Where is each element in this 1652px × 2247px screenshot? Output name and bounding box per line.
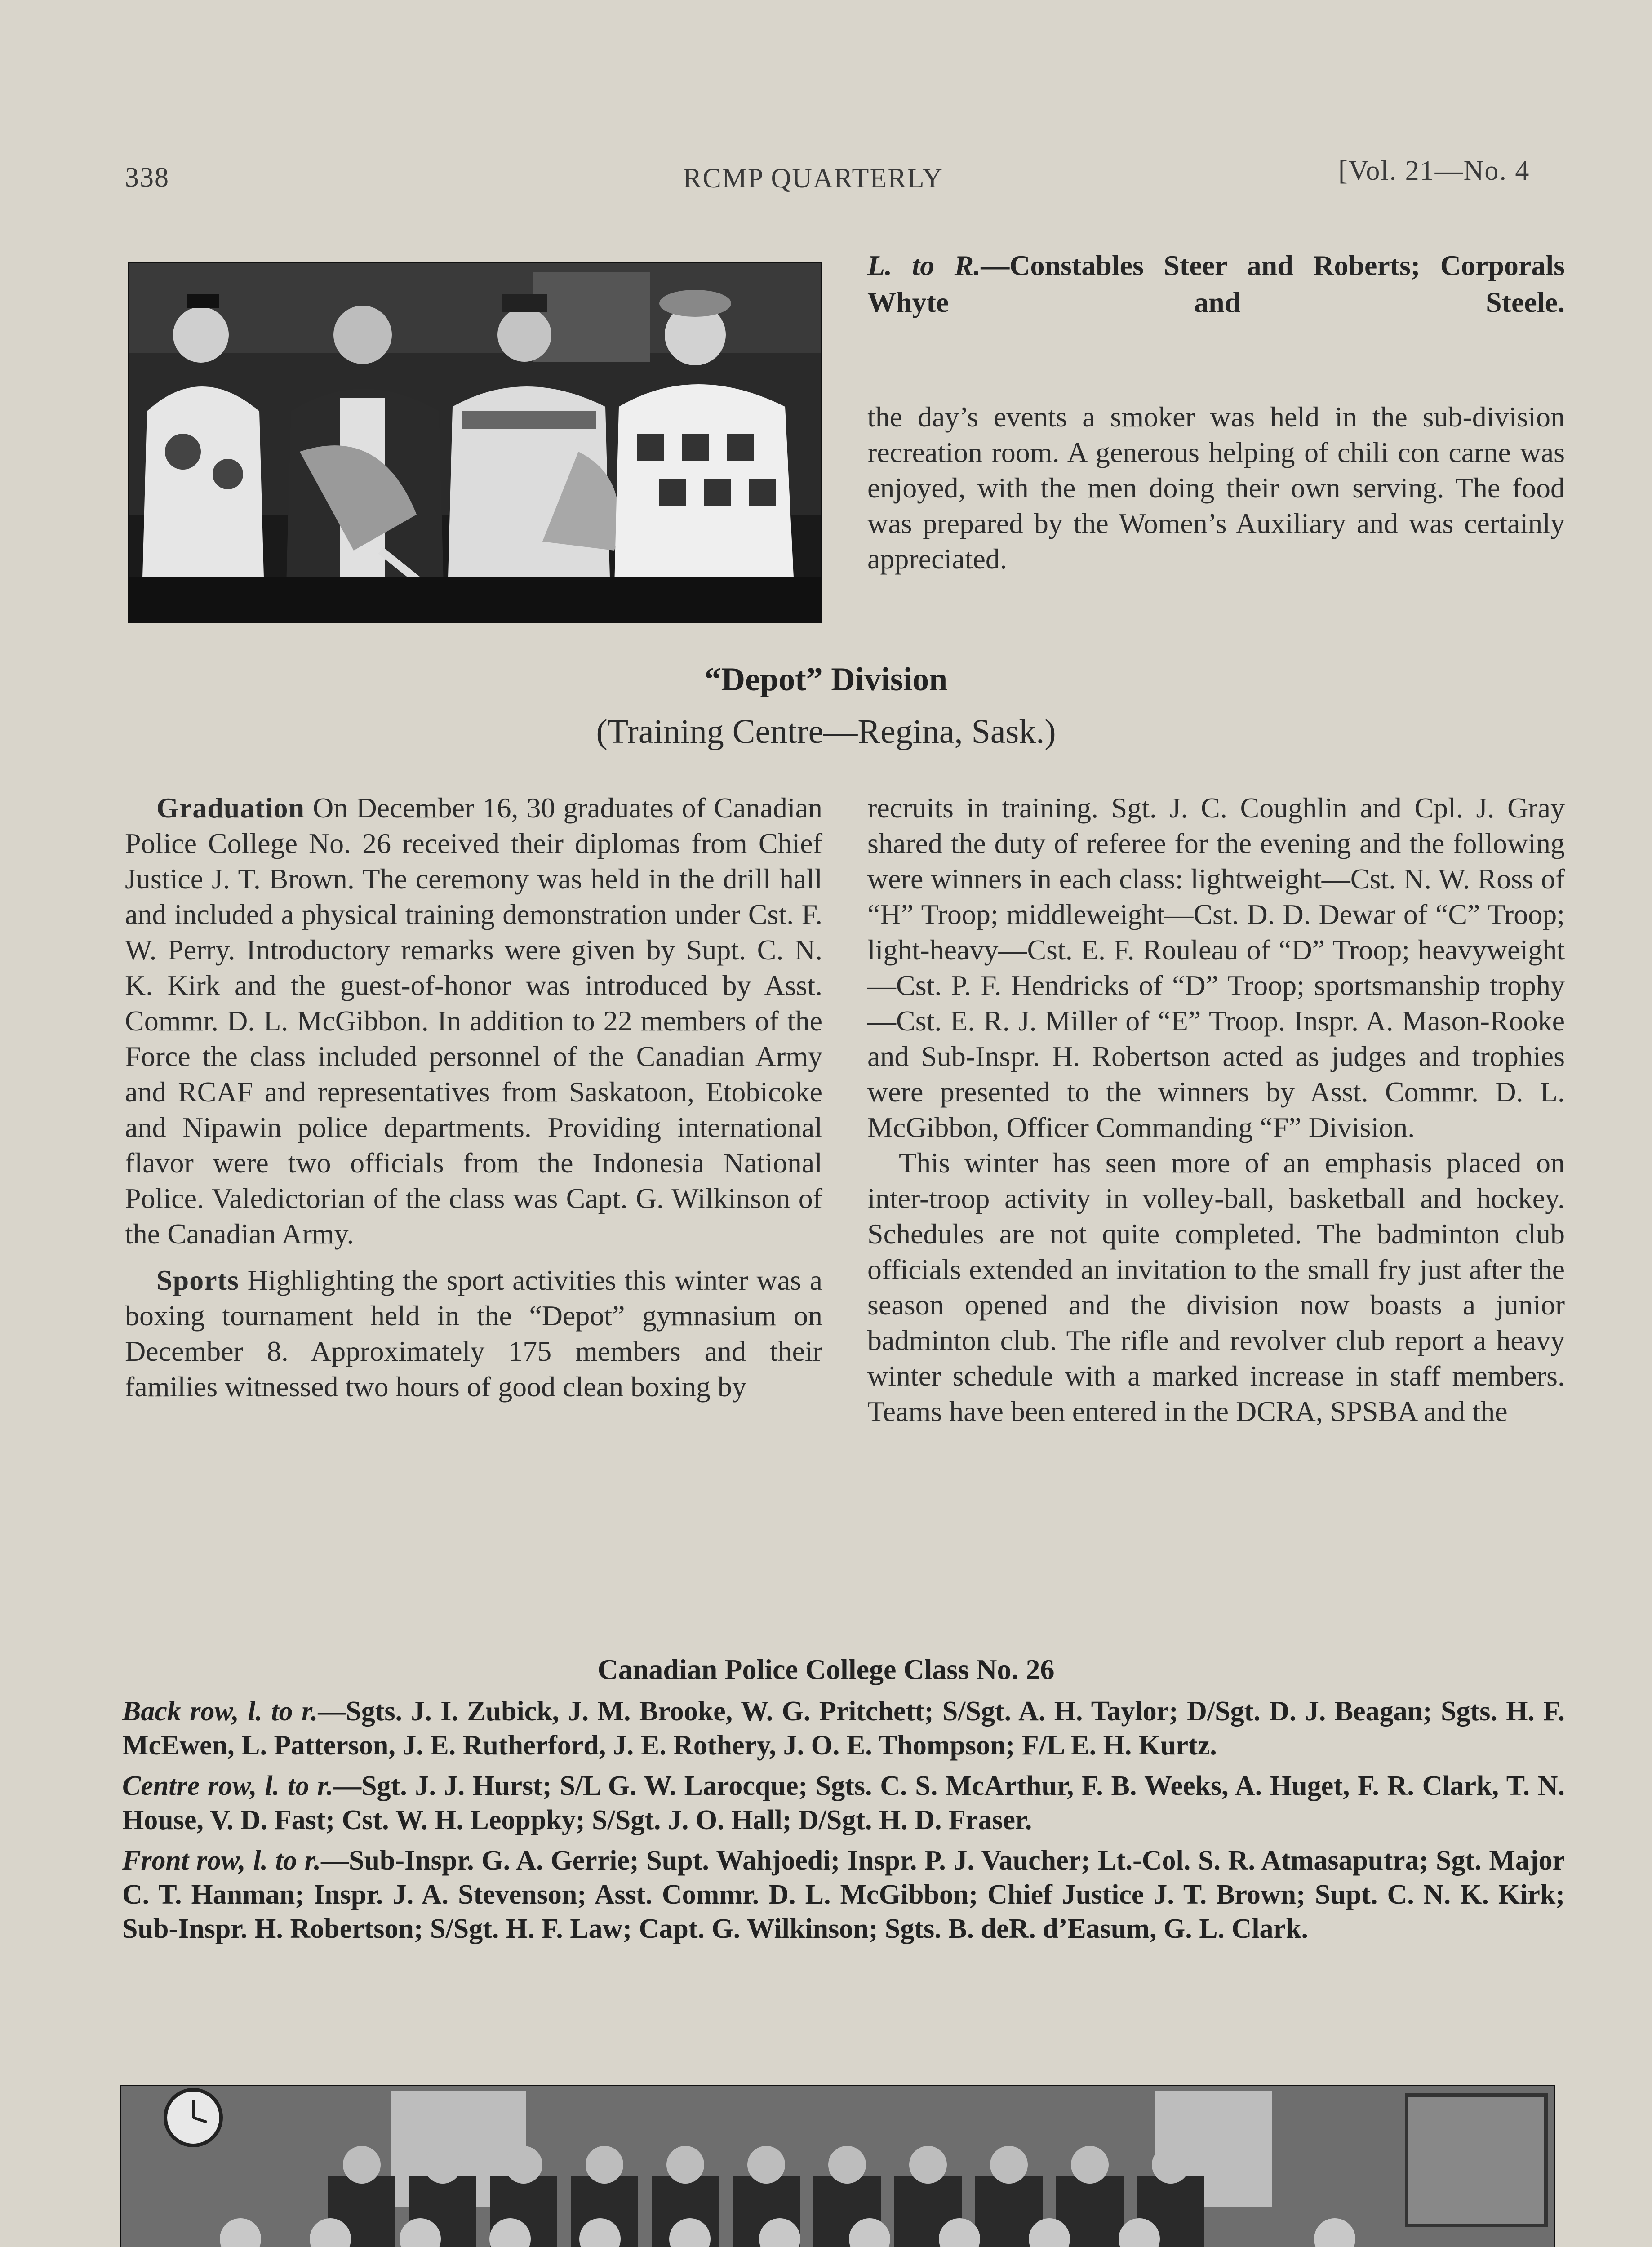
curling-team-photo [128,262,822,623]
page-number: 338 [125,162,169,193]
graduation-paragraph [125,790,822,1252]
graduation-text: On December 16, 30 graduates of Canadian Police College No. 26 received their diplomas from Chief Justice J. T. Brown. The ceremony was held in the drill hall and included a physical training demonstration under Cst. F. W. Perry. Introductory remarks were given by Supt. C. N. K. Kirk and the guest-of-honor was introduced by Asst. Commr. D. L. McGibbon. In addition to 22 members of the Force the class included personnel of the Canadian Army and RCAF and representatives from Saskatoon, Etobicoke and Nipawin police departments. Providing international flavor were two officials from the Indonesia National Police. Valedictorian of the class was Capt. G. Wilkinson of the Canadian Army. [125,792,823,1250]
volume-label: [Vol. 21—No. 4 [1338,155,1530,186]
curling-team-illustration [129,263,821,622]
caption-lead: L. to R. [867,249,981,281]
caption-text: —Constables Steer and Roberts; Corporals Whyte and Steele. [867,249,1565,318]
centre-row-names: —Sgt. J. J. Hurst; S/L G. W. Larocque; Sgts. C. S. McArthur, F. B. Weeks, A. Huget, F. R. Clark, T. N. House, V. D. Fast; Cst. W. H. Leoppky; S/Sgt. J. O. Hall; D/Sgt. H. D. Fraser. [122,1771,1565,1835]
sports-label: Sports [156,1264,239,1296]
centre-row-caption [122,1769,1565,1837]
winter-activities-paragraph: This winter has seen more of an emphasis placed on inter-troop activity in volley-ball, basketball and hockey. Schedules are not quite completed. The badminton club officials extended an invitation to the small fry just after the season opened and the division now boasts a junior badminton club. The rifle and revolver club report a heavy winter schedule with a marked increase in staff members. Teams have been entered in the DCRA, SPSBA and the [867,1147,1565,1427]
back-row-caption [122,1694,1565,1763]
class-group-photo [120,2085,1555,2247]
right-column [867,790,1565,1429]
class-group-illustration [121,2086,1554,2247]
section-title: “Depot” Division [704,661,948,698]
journal-title: RCMP QUARTERLY [683,163,944,194]
graduation-label: Graduation [156,792,305,824]
front-row-caption [122,1843,1565,1946]
back-row-lead: Back row, l. to r. [122,1696,318,1727]
sports-text: Highlighting the sport activities this winter was a boxing tournament held in the “Depot” gymnasium on December 8. Approximately 175 members and their families witnessed two hours of good clean boxing by [125,1264,823,1403]
front-row-lead: Front row, l. to r. [122,1845,321,1876]
top-continuation-paragraph: the day’s events a smoker was held in the sub-division recreation room. A generous helping of chili con carne was enjoyed, with the men doing their own serving. The food was prepared by the Women’s Auxiliary and was certainly appreciated. [867,401,1565,575]
boxing-results-paragraph: recruits in training. Sgt. J. C. Coughlin and Cpl. J. Gray shared the duty of referee for the evening and the following were winners in each class: lightweight—Cst. N. W. Ross of “H” Troop; middleweight—Cst. D. D. Dewar of “C” Troop; light-heavy—Cst. E. F. Rouleau of “D” Troop; heavyweight—Cst. P. F. Hendricks of “D” Troop; sportsmanship trophy—Cst. E. R. J. Miller of “E” Troop. Inspr. A. Mason-Rooke and Sub-Inspr. H. Robertson acted as judges and trophies were presented to the winners by Asst. Commr. D. L. McGibbon, Officer Commanding “F” Division. [867,792,1565,1143]
centre-row-lead: Centre row, l. to r. [122,1771,334,1801]
section-subtitle: (Training Centre—Regina, Sask.) [596,713,1056,750]
left-column [125,790,822,1404]
back-row-names: —Sgts. J. I. Zubick, J. M. Brooke, W. G. Pritchett; S/Sgt. A. H. Taylor; D/Sgt. D. J. Beagan; Sgts. H. F. McEwen, L. Patterson, J. E. Rutherford, J. E. Rothery, J. O. E. Thompson; F/L E. H. Kurtz. [122,1696,1565,1761]
front-row-names: —Sub-Inspr. G. A. Gerrie; Supt. Wahjoedi; Inspr. P. J. Vaucher; Lt.-Col. S. R. Atmasaputra; Sgt. Major C. T. Hanman; Inspr. J. A. Stevenson; Asst. Commr. D. L. McGibbon; Chief Justice J. T. Brown; Supt. C. N. K. Kirk; Sub-Inspr. H. Robertson; S/Sgt. H. F. Law; Capt. G. Wilkinson; Sgts. B. deR. d’Easum, G. L. Clark. [122,1845,1565,1944]
class-photo-title: Canadian Police College Class No. 26 [597,1653,1055,1685]
sports-paragraph [125,1262,822,1404]
class-photo-caption [122,1694,1565,1952]
top-photo-caption [867,247,1565,321]
